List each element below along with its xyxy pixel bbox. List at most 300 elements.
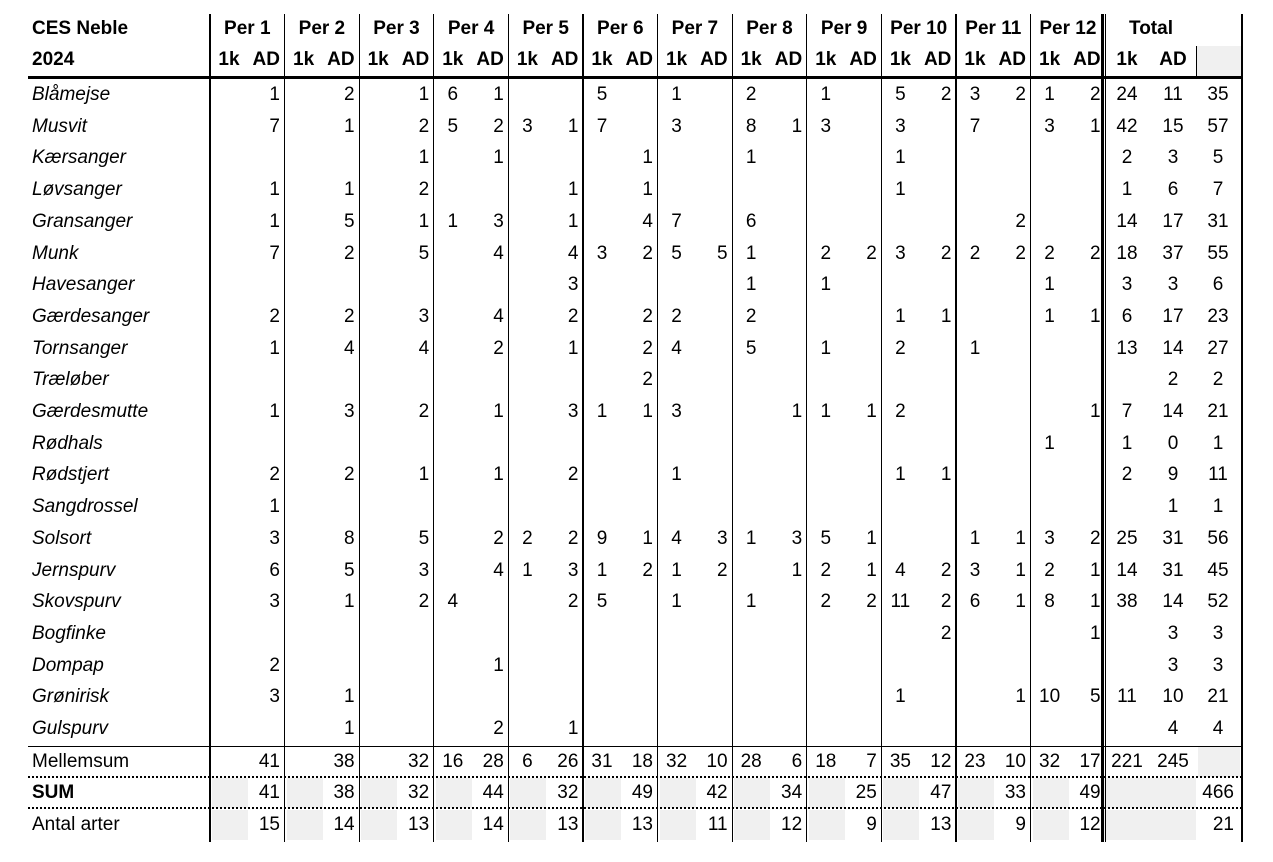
cell-ad: 1	[418, 210, 430, 232]
antal-cell: 12	[781, 814, 803, 836]
cell-ad: 5	[1090, 686, 1101, 708]
cell-ad: 1	[940, 305, 952, 327]
sub-header-1k: 1k	[218, 49, 240, 70]
total-ad: 14	[1162, 337, 1184, 359]
cell-ad: 2	[567, 591, 579, 613]
period-header: Per 1	[224, 18, 271, 39]
total-1k: 25	[1116, 527, 1138, 549]
total-ad: 3	[1167, 654, 1179, 676]
total-1k: 18	[1116, 242, 1138, 264]
antal-shaded-cell	[436, 810, 472, 840]
cell-ad: 2	[642, 305, 653, 327]
cell-1k: 1	[895, 305, 906, 327]
cell-ad: 2	[269, 464, 280, 486]
mellemsum-total-shaded-cell	[1198, 747, 1240, 777]
cell-1k: 10	[1039, 686, 1061, 708]
antal-shaded-cell	[1033, 810, 1069, 840]
sub-header-1k: 1k	[889, 49, 911, 70]
cell-ad: 1	[642, 401, 653, 422]
sum-cell: 49	[631, 782, 653, 804]
total-sub-ad: AD	[1159, 49, 1187, 70]
mellemsum-ad: 28	[482, 750, 504, 772]
mellemsum-1k: 23	[964, 750, 986, 772]
species-name: Musvit	[32, 115, 87, 137]
antal-cell: 9	[866, 814, 877, 836]
species-name: Blåmejse	[32, 84, 111, 105]
total-1k: 38	[1116, 591, 1138, 613]
cell-ad: 1	[567, 179, 579, 201]
sub-header-ad: AD	[625, 49, 653, 70]
cell-1k: 2	[1044, 559, 1055, 581]
sheet-year: 2024	[32, 49, 75, 70]
total-sum: 3	[1212, 622, 1224, 644]
sum-shaded-cell	[436, 778, 472, 808]
species-name: Solsort	[32, 527, 92, 549]
cell-ad: 5	[344, 210, 355, 232]
sum-shaded-cell	[361, 778, 397, 808]
cell-ad: 1	[567, 210, 579, 232]
sum-cell: 41	[258, 782, 280, 804]
cell-1k: 1	[820, 84, 832, 105]
cell-1k: 1	[895, 686, 906, 708]
cell-1k: 5	[820, 527, 832, 549]
antal-shaded-cell	[510, 810, 546, 840]
cell-ad: 2	[418, 179, 430, 201]
cell-ad: 2	[1090, 84, 1101, 105]
total-1k: 3	[1121, 274, 1133, 296]
cell-1k: 1	[522, 559, 533, 581]
sum-shaded-cell	[809, 778, 845, 808]
total-sum: 21	[1207, 401, 1229, 422]
cell-1k: 1	[1044, 84, 1055, 105]
cell-ad: 2	[940, 242, 952, 264]
cell-ad: 2	[493, 337, 504, 359]
total-sum: 52	[1207, 591, 1229, 613]
mellemsum-1k: 35	[889, 750, 911, 772]
mellemsum-ad: 41	[258, 750, 280, 772]
cell-1k: 1	[820, 274, 832, 296]
cell-ad: 1	[1090, 591, 1101, 613]
total-ad: 14	[1162, 401, 1184, 422]
cell-ad: 2	[1090, 527, 1101, 549]
sum-cell: 32	[408, 782, 430, 804]
antal-shaded-cell	[958, 810, 994, 840]
cell-ad: 2	[642, 559, 653, 581]
cell-ad: 4	[493, 242, 504, 264]
period-divider	[582, 14, 583, 842]
sum-bottom-dotted-rule	[28, 807, 1242, 809]
cell-1k: 6	[969, 591, 981, 613]
cell-ad: 1	[418, 464, 430, 486]
cell-1k: 1	[969, 337, 981, 359]
period-header: Per 11	[965, 18, 1022, 39]
cell-1k: 1	[447, 210, 459, 232]
cell-ad: 5	[418, 242, 430, 264]
cell-ad: 3	[567, 274, 579, 296]
antal-cell: 13	[408, 814, 430, 836]
total-1k: 2	[1121, 464, 1133, 486]
sum-total: 466	[1202, 782, 1234, 804]
total-ad: 9	[1167, 464, 1179, 486]
sub-header-1k: 1k	[1039, 49, 1061, 70]
cell-ad: 2	[940, 84, 952, 105]
total-sum: 1	[1212, 432, 1224, 454]
cell-1k: 3	[671, 401, 682, 422]
cell-1k: 2	[745, 305, 757, 327]
species-name: Grønirisk	[32, 686, 110, 708]
period-divider	[881, 14, 882, 842]
cell-ad: 4	[493, 305, 504, 327]
species-name: Sangdrossel	[32, 496, 138, 518]
mellemsum-ad: 7	[866, 750, 877, 772]
cell-1k: 3	[522, 115, 533, 137]
mellemsum-ad: 38	[333, 750, 355, 772]
total-1k: 14	[1116, 559, 1138, 581]
antal-cell: 13	[557, 814, 579, 836]
cell-1k: 5	[447, 115, 459, 137]
sub-header-ad: AD	[550, 49, 579, 70]
cell-1k: 4	[671, 337, 682, 359]
cell-1k: 9	[596, 527, 608, 549]
cell-1k: 2	[522, 527, 533, 549]
cell-1k: 5	[596, 84, 608, 105]
sub-header-1k: 1k	[442, 49, 464, 70]
cell-ad: 1	[493, 464, 504, 486]
sum-total-shaded-cell	[1102, 778, 1196, 808]
period-header: Per 10	[890, 18, 948, 39]
species-name: Tornsanger	[32, 337, 128, 359]
cell-ad: 2	[642, 337, 653, 359]
total-1k: 1	[1121, 432, 1133, 454]
cell-1k: 2	[969, 242, 981, 264]
cell-ad: 3	[344, 401, 355, 422]
cell-ad: 3	[567, 401, 579, 422]
cell-ad: 1	[269, 401, 280, 422]
mellemsum-ad: 32	[408, 750, 430, 772]
species-name: Havesanger	[32, 274, 135, 296]
sum-shaded-cell	[287, 778, 323, 808]
cell-ad: 1	[1015, 527, 1026, 549]
sum-cell: 33	[1004, 782, 1026, 804]
sum-shaded-cell	[212, 778, 248, 808]
species-name: Træløber	[32, 369, 109, 391]
sum-cell: 42	[706, 782, 728, 804]
cell-1k: 3	[596, 242, 608, 264]
cell-1k: 1	[895, 179, 906, 201]
total-ad: 3	[1167, 274, 1179, 296]
sub-header-ad: AD	[476, 49, 504, 70]
total-1k: 42	[1116, 115, 1138, 137]
sub-header-1k: 1k	[516, 49, 538, 70]
cell-1k: 5	[671, 242, 682, 264]
cell-ad: 1	[344, 179, 355, 201]
cell-ad: 3	[269, 527, 280, 549]
body-bottom-rule	[28, 746, 1243, 748]
sub-header-1k: 1k	[591, 49, 613, 70]
cell-ad: 1	[344, 686, 355, 708]
cell-ad: 1	[791, 115, 803, 137]
total-1k: 24	[1116, 84, 1138, 105]
cell-1k: 7	[671, 210, 682, 232]
total-ad: 6	[1167, 179, 1179, 201]
antal-shaded-cell	[734, 810, 770, 840]
total-divider	[1101, 14, 1104, 842]
mellemsum-ad: 18	[631, 750, 653, 772]
cell-ad: 1	[1090, 305, 1101, 327]
cell-1k: 1	[895, 147, 906, 169]
cell-1k: 6	[447, 84, 459, 105]
antal-shaded-cell	[212, 810, 248, 840]
cell-1k: 5	[596, 591, 608, 613]
cell-ad: 1	[567, 115, 579, 137]
total-sum: 3	[1212, 654, 1224, 676]
cell-ad: 2	[493, 115, 504, 137]
total-ad: 37	[1162, 242, 1184, 264]
sub-header-ad: AD	[849, 49, 877, 70]
cell-ad: 2	[717, 559, 728, 581]
total-sum: 1	[1212, 496, 1224, 518]
cell-ad: 4	[418, 337, 430, 359]
total-1k: 6	[1121, 305, 1133, 327]
period-divider	[359, 14, 360, 842]
cell-ad: 1	[269, 84, 280, 105]
period-header: Per 5	[522, 18, 569, 39]
total-sum: 56	[1207, 527, 1229, 549]
cell-ad: 1	[418, 147, 430, 169]
sub-header-1k: 1k	[293, 49, 315, 70]
cell-ad: 1	[866, 401, 877, 422]
period-header: Per 8	[746, 18, 793, 39]
cell-ad: 3	[717, 527, 728, 549]
cell-ad: 2	[940, 559, 952, 581]
cell-1k: 1	[671, 464, 682, 486]
total-sum: 6	[1212, 274, 1224, 296]
cell-ad: 1	[866, 559, 877, 581]
cell-ad: 4	[493, 559, 504, 581]
cell-1k: 2	[745, 84, 757, 105]
species-name: Rødhals	[32, 432, 103, 454]
cell-ad: 3	[493, 210, 504, 232]
total-sum: 55	[1207, 242, 1229, 264]
period-divider	[209, 14, 210, 842]
cell-ad: 1	[1015, 559, 1026, 581]
cell-ad: 5	[418, 527, 430, 549]
period-header: Per 12	[1039, 18, 1097, 39]
mellemsum-ad: 12	[930, 750, 952, 772]
total-sum: 27	[1207, 337, 1229, 359]
total-1k: 13	[1116, 337, 1138, 359]
sub-header-1k: 1k	[815, 49, 837, 70]
cell-ad: 1	[791, 401, 803, 422]
sum-shaded-cell	[734, 778, 770, 808]
antal-cell: 14	[482, 814, 504, 836]
cell-ad: 3	[269, 591, 280, 613]
total-header-inner-divider	[1196, 46, 1197, 76]
cell-ad: 2	[1015, 242, 1026, 264]
cell-1k: 4	[447, 591, 459, 613]
cell-ad: 1	[269, 210, 280, 232]
cell-1k: 11	[890, 591, 911, 613]
total-sum: 5	[1212, 147, 1224, 169]
cell-ad: 2	[940, 622, 952, 644]
sum-shaded-cell	[510, 778, 546, 808]
cell-ad: 3	[418, 305, 430, 327]
total-header-blank-cell	[1196, 46, 1242, 76]
cell-1k: 1	[1044, 305, 1055, 327]
period-header: Per 7	[671, 18, 719, 39]
cell-1k: 7	[969, 115, 981, 137]
antal-shaded-cell	[660, 810, 696, 840]
antal-shaded-cell	[883, 810, 919, 840]
antal-arter-label: Antal arter	[32, 814, 120, 836]
cell-1k: 3	[895, 115, 906, 137]
mellemsum-total-1k: 221	[1111, 750, 1143, 772]
mellemsum-ad: 17	[1079, 750, 1101, 772]
total-sum: 21	[1207, 686, 1229, 708]
sum-shaded-cell	[660, 778, 696, 808]
mellemsum-label: Mellemsum	[32, 750, 130, 772]
sheet-title: CES Neble	[32, 18, 129, 39]
cell-1k: 3	[1044, 527, 1055, 549]
period-header: Per 3	[373, 18, 420, 39]
cell-ad: 2	[269, 305, 280, 327]
cell-ad: 1	[269, 179, 280, 201]
cell-ad: 1	[791, 559, 803, 581]
species-name: Gransanger	[32, 210, 133, 232]
cell-1k: 7	[596, 115, 608, 137]
total-sum: 45	[1207, 559, 1229, 581]
cell-1k: 2	[1044, 242, 1055, 264]
sub-header-ad: AD	[327, 49, 355, 70]
cell-1k: 2	[671, 305, 682, 327]
period-header: Per 6	[597, 18, 644, 39]
cell-ad: 2	[493, 527, 504, 549]
species-name: Dompap	[32, 654, 104, 676]
mellemsum-ad: 26	[557, 750, 579, 772]
period-divider	[284, 14, 285, 842]
cell-ad: 2	[866, 591, 877, 613]
cell-1k: 1	[745, 274, 757, 296]
sum-label: SUM	[32, 782, 75, 804]
cell-ad: 5	[344, 559, 355, 581]
cell-ad: 2	[567, 305, 579, 327]
cell-ad: 1	[493, 84, 504, 105]
cell-ad: 1	[1090, 622, 1101, 644]
cell-1k: 2	[820, 591, 832, 613]
sum-top-dotted-rule	[28, 776, 1242, 778]
period-header: Per 9	[820, 18, 868, 39]
total-sum: 4	[1212, 718, 1224, 739]
cell-1k: 1	[745, 591, 757, 613]
cell-ad: 1	[567, 337, 579, 359]
total-ad: 17	[1162, 305, 1184, 327]
cell-ad: 2	[1015, 210, 1026, 232]
cell-1k: 2	[820, 242, 832, 264]
cell-ad: 7	[269, 115, 280, 137]
cell-ad: 2	[1015, 84, 1026, 105]
cell-1k: 4	[671, 527, 682, 549]
mellemsum-1k: 32	[1039, 750, 1061, 772]
total-1k: 2	[1121, 147, 1133, 169]
antal-cell: 12	[1079, 814, 1101, 836]
cell-1k: 1	[671, 559, 682, 581]
species-name: Munk	[32, 242, 79, 264]
cell-ad: 2	[418, 401, 430, 422]
cell-ad: 1	[269, 337, 280, 359]
sub-header-1k: 1k	[367, 49, 389, 70]
cell-1k: 2	[895, 401, 906, 422]
cell-ad: 2	[269, 654, 280, 676]
species-name: Skovspurv	[32, 591, 121, 613]
sub-header-ad: AD	[923, 49, 952, 70]
period-divider	[1030, 14, 1031, 842]
cell-1k: 2	[895, 337, 906, 359]
cell-ad: 2	[567, 527, 579, 549]
cell-1k: 1	[671, 84, 682, 105]
total-1k: 14	[1116, 210, 1138, 232]
cell-1k: 1	[745, 147, 757, 169]
mellemsum-1k: 28	[740, 750, 762, 772]
total-sum: 31	[1207, 210, 1229, 232]
antal-cell: 13	[930, 814, 952, 836]
cell-1k: 3	[969, 559, 981, 581]
total-ad: 0	[1167, 432, 1179, 454]
cell-1k: 5	[745, 337, 757, 359]
species-name: Kærsanger	[32, 147, 126, 169]
total-ad: 3	[1167, 147, 1179, 169]
period-header: Per 4	[447, 18, 495, 39]
antal-total: 21	[1212, 814, 1234, 836]
antal-cell: 13	[631, 814, 653, 836]
cell-ad: 2	[493, 718, 504, 739]
cell-ad: 1	[1015, 686, 1026, 708]
cell-ad: 2	[940, 591, 952, 613]
antal-cell: 14	[333, 814, 355, 836]
total-1k: 11	[1117, 686, 1137, 708]
cell-ad: 2	[642, 369, 653, 391]
sum-cell: 49	[1079, 782, 1101, 804]
cell-ad: 5	[717, 242, 728, 264]
sum-cell: 44	[482, 782, 504, 804]
mellemsum-ad: 6	[791, 750, 803, 772]
cell-ad: 2	[344, 242, 355, 264]
total-header: Total	[1129, 18, 1173, 39]
cell-ad: 1	[344, 115, 355, 137]
antal-cell: 15	[258, 814, 280, 836]
mellemsum-ad: 10	[706, 750, 728, 772]
cell-1k: 1	[596, 559, 608, 581]
species-name: Bogfinke	[32, 622, 106, 644]
species-name: Løvsanger	[32, 179, 122, 201]
cell-ad: 1	[1090, 559, 1101, 581]
cell-1k: 2	[820, 559, 832, 581]
antal-shaded-cell	[287, 810, 323, 840]
cell-1k: 1	[596, 401, 608, 422]
cell-ad: 1	[642, 179, 653, 201]
antal-cell: 11	[707, 814, 728, 836]
sum-cell: 32	[557, 782, 579, 804]
total-sum: 57	[1207, 115, 1229, 137]
table-right-border	[1241, 14, 1242, 842]
mellemsum-1k: 32	[666, 750, 688, 772]
cell-1k: 8	[1044, 591, 1055, 613]
cell-ad: 3	[791, 527, 803, 549]
species-name: Gærdesanger	[32, 305, 150, 327]
antal-shaded-cell	[361, 810, 397, 840]
cell-ad: 8	[344, 527, 355, 549]
cell-1k: 1	[969, 527, 981, 549]
period-divider	[955, 14, 956, 842]
